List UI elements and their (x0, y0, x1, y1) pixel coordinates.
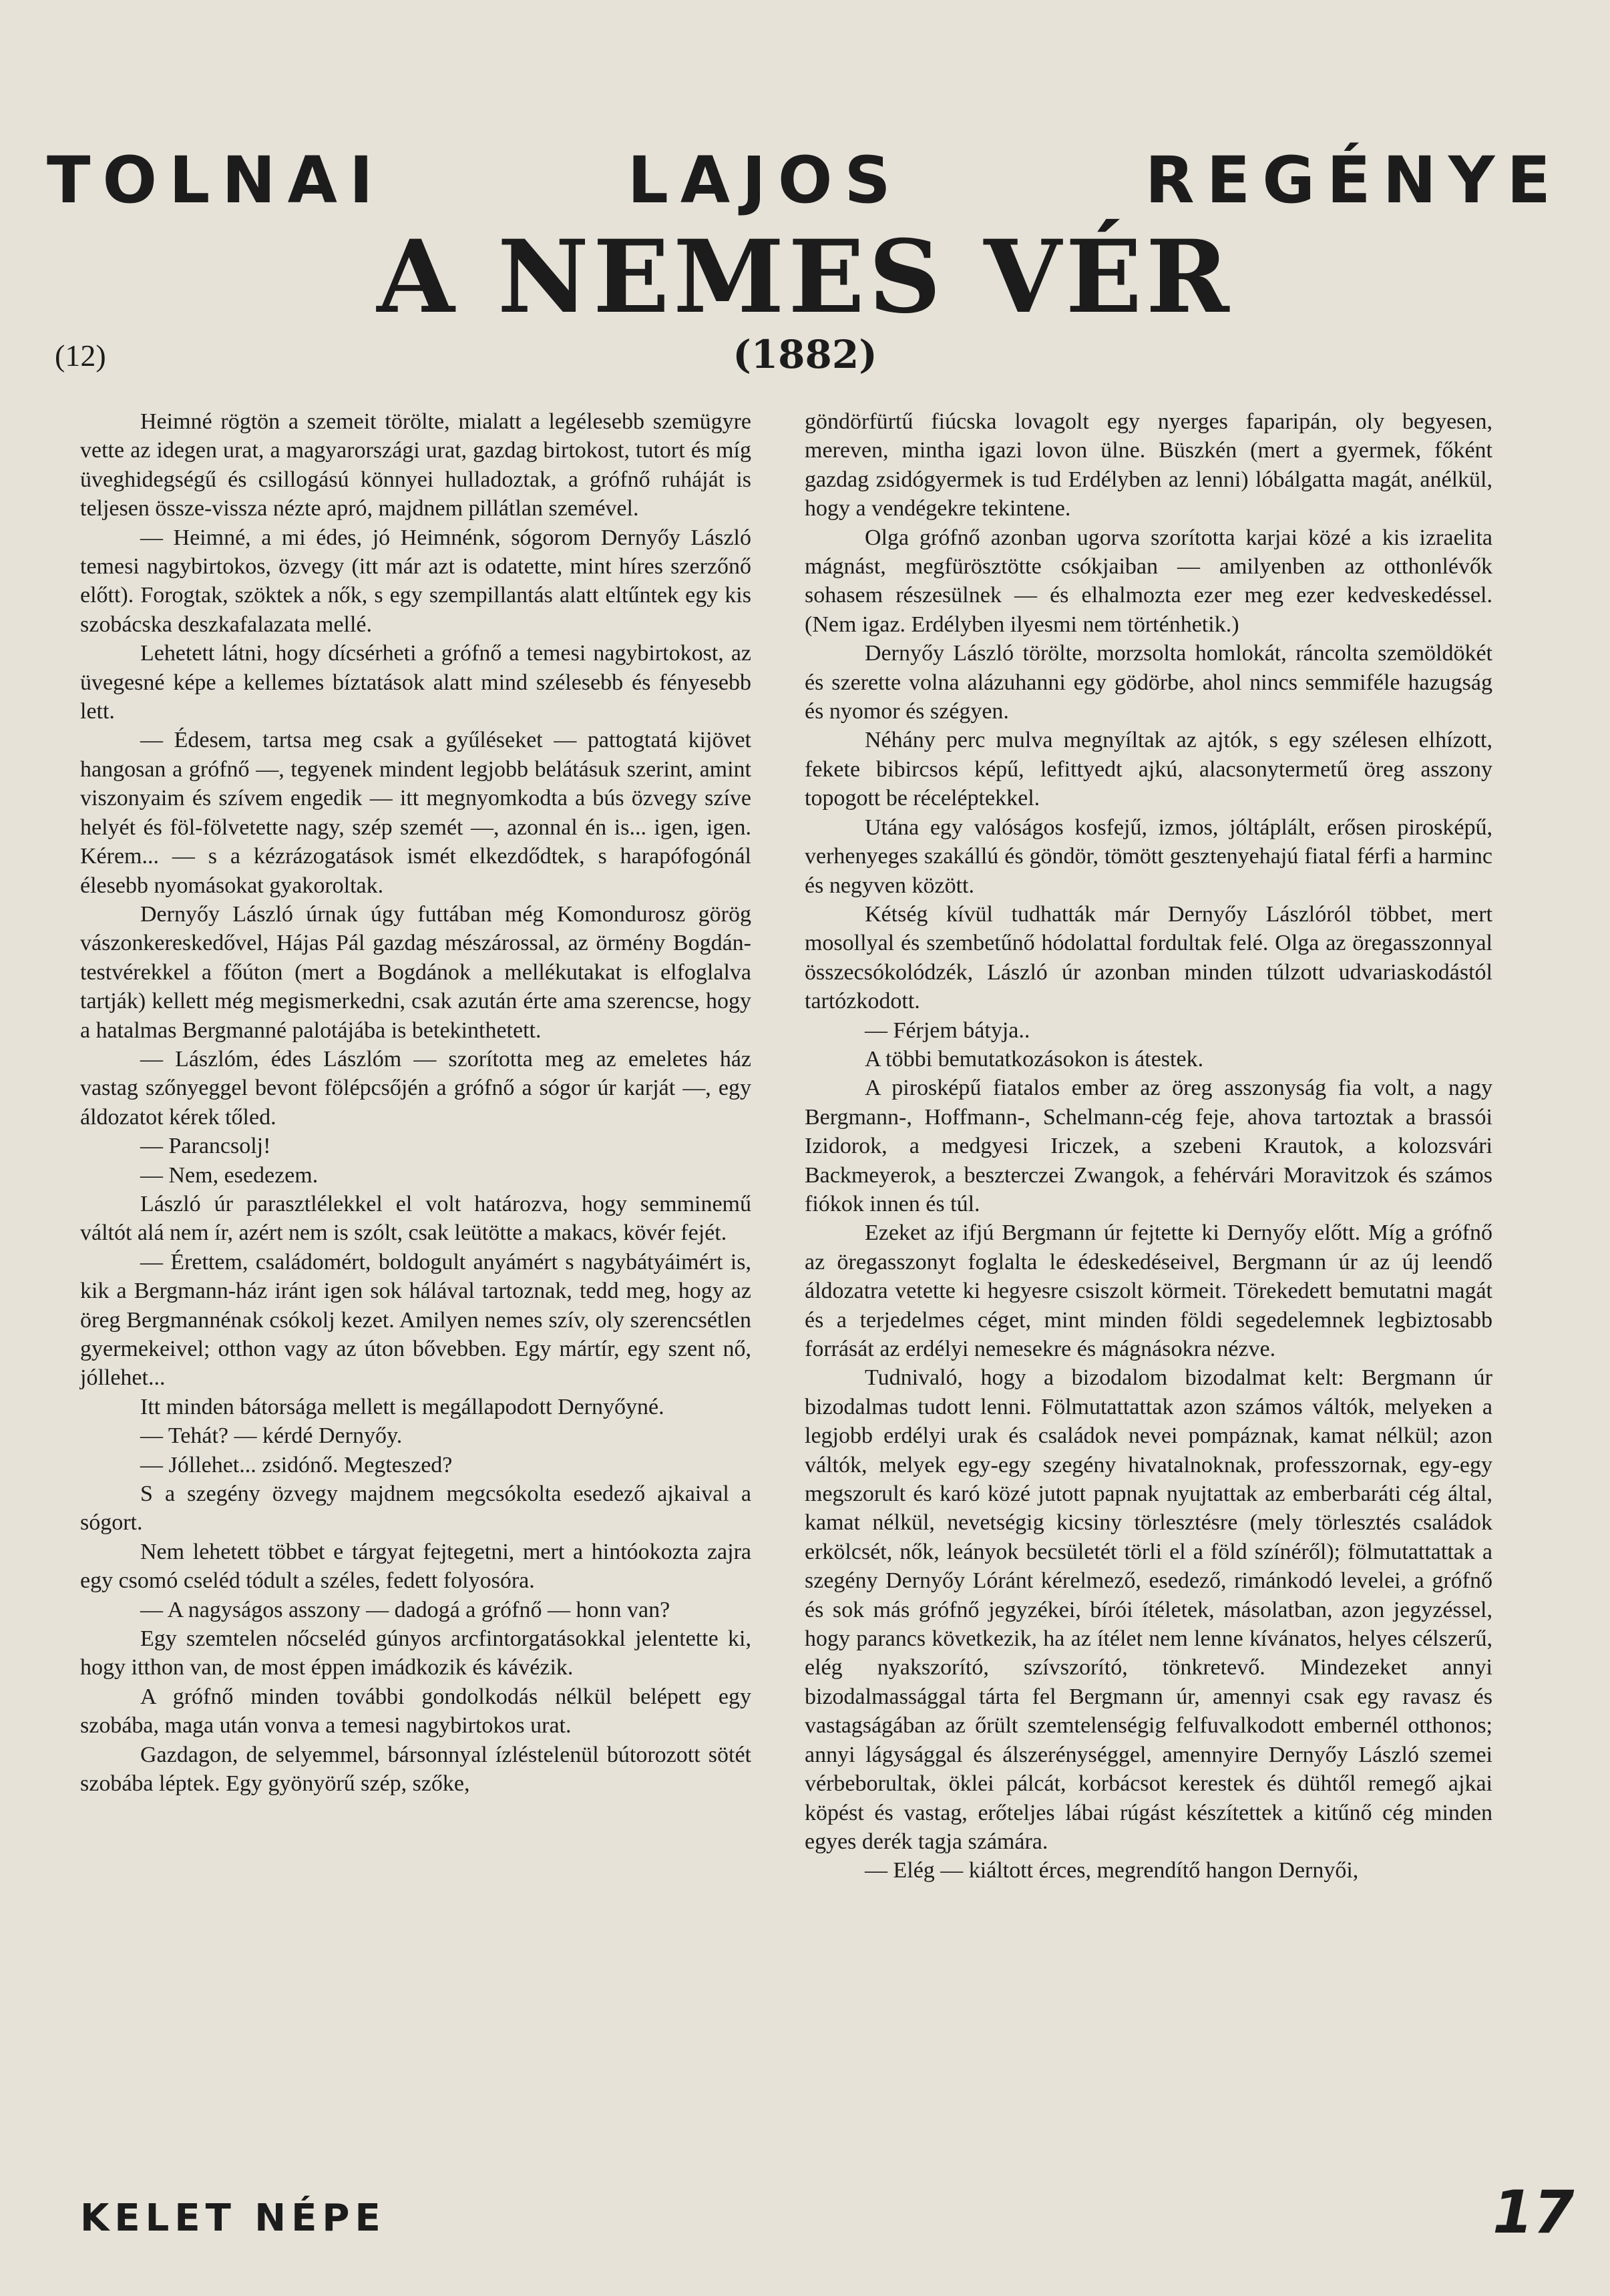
paragraph: Tudnivaló, hogy a bizodalom bizodalmat kelt: Bergmann úr bizodalmas tudott lenni. Fölmutattattak azon számos váltók, melyeken a legjobb erdélyi urak és családok nevei pompáznak, kamat nélkül; azon váltók, melyek egy-egy szegény hivatalnoknak, professzornak, egy-egy megszorult és karó közé jutott papnak nyujtattak az emberbaráti cég által, kamat nélkül, nevetségig kicsiny törlesztésre (mely törlesztés családok erkölcsét, nők, leányok becsületét törli el a föld színéről); fölmutattattak a szegény Dernyőy Lóránt kérelmező, esedező, rimánkodó levelei, a grófnő és sok más grófnő jegyzékei, bírói ítéletek, másolatban, azon jegyzéssel, hogy parancs következik, ha az ítélet nem lenne kívánatos, helyes célszerű, elég nyakszorító, szívszorító, tönkretevő. Mindezeket annyi bizodalmassággal tárta fel Bergmann úr, amennyi csak egy ravasz és vastagságában az őrült szemtelenségig felfuvalkodott embernél otthonos; annyi lágysággal és álszerénységgel, amennyire Dernyőy László szemei vérbeborultak, öklei pálcát, korbácsot kerestek és dühtől remegő ajkai köpést és vastag, erőteljes lábai rúgást készítettek a kitűnő cég minden egyes derék tagja számára. (805, 1365, 1492, 1854)
paragraph: — Lászlóm, édes Lászlóm — szorította meg az emeletes ház vastag szőnyeggel bevont fölépcsőjén a grófnő a sógor úr karját —, egy áldozatot kérek tőled. (80, 1046, 751, 1130)
paragraph: — Édesem, tartsa meg csak a gyűléseket — pattogtatá kijövet hangosan a grófnő —, tegyenek mindent legjobb belátásuk szerint, amint viszonyaim és szívem engedik — itt megnyomkodta a bús özvegy szíve helyét és föl-fölvetette nagy, szép szemét —, azonnal én is... igen, igen. Kérem... — s a kézrázogatások ismét elkezdődtek, s harapófogónál élesebb nyomásokat gyakoroltak. (80, 728, 751, 898)
installment-number: (12) (55, 338, 106, 373)
paragraph: — Érettem, családomért, boldogult anyámért s nagybátyáimért is, kik a Bergmann-ház iránt igen sok hálával tartoznak, tedd meg, hogy az öreg Bergmannénak csókolj kezet. Amilyen nemes szív, oly szerencsétlen gyermekeivel; otthon vagy az úton bővebben. Egy mártír, egy szent nő, jóllehet... (80, 1249, 751, 1391)
magazine-name: KELET NÉPE (80, 2197, 386, 2240)
paragraph: — Nem, esedezem. (140, 1162, 319, 1188)
paragraph: — Elég — kiáltott érces, megrendítő hangon Dernyői, (865, 1858, 1359, 1883)
paragraph: A pirosképű fiatalos ember az öreg asszonyság fia volt, a nagy Bergmann-, Hoffmann-, Schelmann-cég feje, ahova tartoztak a brassói Izidorok, a medgyesi Iriczek, a szebeni Krautok, a kolozsvári Backmeyerok, a beszterczei Zwangok, a fehérvári Moravitzok és számos fiókok innen és túl. (805, 1076, 1492, 1216)
paragraph: Itt minden bátorsága mellett is megállapodott Dernyőyné. (140, 1394, 664, 1419)
paragraph: Dernyőy László törölte, morzsolta homlokát, ráncolta szemöldökét és szerette volna alázuhanni egy gödörbe, ahol nincs semmiféle hazugság és nyomor és szégyen. (805, 641, 1492, 724)
paragraph: A grófnő minden további gondolkodás nélkül belépett egy szobába, maga után vonva a temesi nagybirtokos urat. (80, 1684, 751, 1739)
paragraph: Néhány perc mulva megnyíltak az ajtók, s egy szélesen elhízott, fekete bibircsos képű, lefittyedt ajkú, alacsonytermetű öreg asszony topogott be réceléptekkel. (805, 728, 1492, 811)
paragraph: — Parancsolj! (140, 1134, 271, 1159)
page-number: 17 (1492, 2178, 1575, 2247)
author-line (47, 144, 1563, 217)
paragraph: Olga grófnő azonban ugorva szorította karjai közé a kis izraelita mágnást, megfürösztötte csókjaiban — amilyenben az otthonlévők sohasem részesülnek — és elhalmozta ezer meg ezer kedveskedéssel. (Nem igaz. Erdélyben ilyesmi nem történhetik.) (805, 525, 1492, 637)
paragraph: Ezeket az ifjú Bergmann úr fejtette ki Dernyőy előtt. Míg a grófnő az öregasszonyt foglalta le édeskedéseivel, Bergmann úr az új leendő áldozatra vetette ki hegyesre csiszolt körmeit. Törekedett bemutatni magát és a terjedelmes céget, mint minden földi segedelemnek legbiztosabb forrását az erdélyi nemesekre és mágnásokra nézve. (805, 1220, 1492, 1361)
paragraph: — Heimné, a mi édes, jó Heimnénk, sógorom Dernyőy László temesi nagybirtokos, özvegy (itt már azt is odatette, mint híres szerzőnő előtt). Forogtak, szöktek a nők, s egy szempillantás alatt eltűntek egy kis szobácska deszkafalazata mellé. (80, 525, 751, 637)
paragraph: göndörfürtű fiúcska lovagolt egy nyerges faparipán, oly begyesen, mereven, mintha igazi lovon ülne. Büszkén (mert a gyermek, főként gazdag zsidógyermek is tud Erdélyben az lenni) lóbálgatta magát, anélkül, hogy a vendégekre tekintene. (805, 409, 1492, 521)
paragraph: A többi bemutatkozásokon is átestek. (865, 1046, 1204, 1072)
paragraph: — Jóllehet... zsidónő. Megteszed? (140, 1452, 453, 1477)
paragraph: Dernyőy László úrnak úgy futtában még Komondurosz görög vászonkereskedővel, Hájas Pál gazdag mészárossal, az örmény Bogdán-testvérekkel a főúton (mert a Bogdánok a mellékutakat is elfoglalva tartják) kellett még megismerkedni, csak azután érte ama szerencse, hogy a hatalmas Bergmanné palotájába is betekinthetett. (80, 901, 751, 1043)
novel-title: A NEMES VÉR (377, 218, 1233, 336)
paragraph: Gazdagon, de selyemmel, bársonnyal ízléstelenül bútorozott sötét szobába léptek. Egy gyönyörű szép, szőke, (80, 1742, 751, 1797)
paragraph: Nem lehetett többet e tárgyat fejtegetni, mert a hintóokozta zajra egy csomó cseléd tódult a széles, fedett folyosóra. (80, 1539, 751, 1594)
author-first-name: TOLNAI (47, 143, 385, 218)
paragraph: Kétség kívül tudhatták már Dernyőy Lászlóról többet, mert mosollyal és szembetűnő hódolattal fordultak felé. Olga az öregasszonnyal összecsókolódzék, László úr azonban minden túlzott udvariaskodástól tartózkodott. (805, 901, 1492, 1014)
paragraph: — Férjem bátyja.. (865, 1017, 1030, 1043)
paragraph: László úr parasztlélekkel el volt határozva, hogy semminemű váltót alá nem ír, azért nem is szólt, csak leütötte a makacs, kövér fejét. (80, 1191, 751, 1246)
paragraph: S a szegény özvegy majdnem megcsókolta esedező ajkaival a sógort. (80, 1481, 751, 1536)
novel-year: (1882) (733, 332, 877, 377)
paragraph: Lehetett látni, hogy dícsérheti a grófnő a temesi nagybirtokost, az üvegesné képe a kellemes bíztatások alatt mind szélesebb és fényesebb lett. (80, 641, 751, 724)
paragraph: Utána egy valóságos kosfejű, izmos, jóltáplált, erősen pirosképű, verhenyeges szakállú és göndör, tömött gesztenyehajú fiatal férfi a harminc és negyven között. (805, 815, 1492, 898)
paragraph: — A nagyságos asszony — dadogá a grófnő — honn van? (140, 1597, 670, 1622)
paragraph: Heimné rögtön a szemeit törölte, mialatt a legélesebb szemügyre vette az idegen urat, a magyarországi urat, gazdag birtokost, tutort és míg üveghidegségű és csillogású könnyei hulladoztak, a grófnő ruháját is teljesen össze-vissza nézte apró, majdnem pillátlan szemével. (80, 409, 751, 521)
left-column (80, 407, 751, 1799)
author-novel-word: REGÉNYE (1145, 143, 1563, 218)
paragraph: — Tehát? — kérdé Dernyőy. (140, 1423, 403, 1449)
author-last-name: LAJOS (627, 143, 903, 218)
paragraph: Egy szemtelen nőcseléd gúnyos arcfintorgatásokkal jelentette ki, hogy itthon van, de most éppen imádkozik és kávézik. (80, 1626, 751, 1680)
right-column (805, 407, 1492, 1885)
